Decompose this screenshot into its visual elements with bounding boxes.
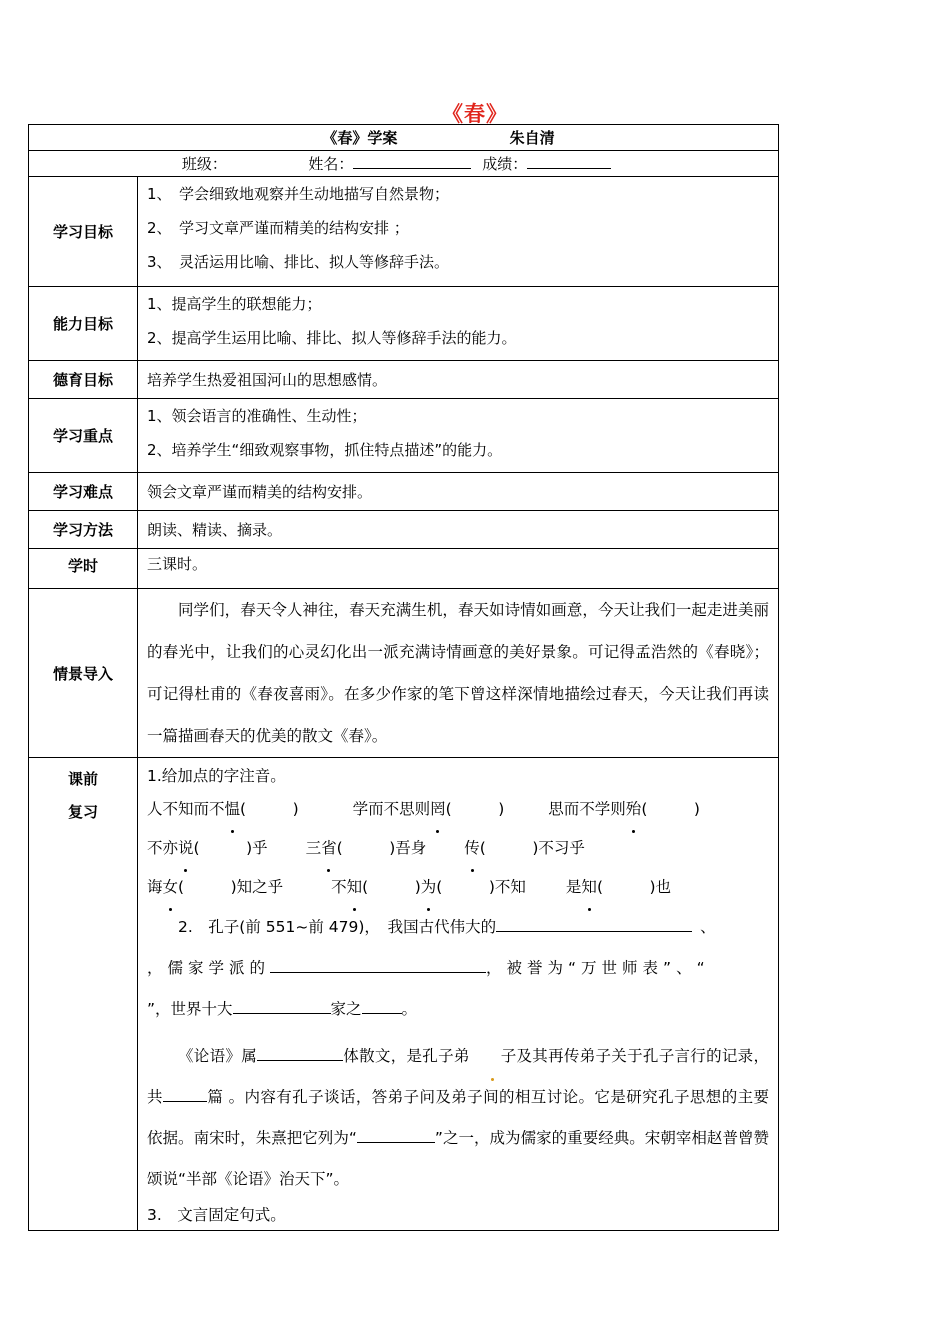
phrase-text: 不亦: [147, 839, 179, 857]
q1-title: 1.给加点的字注音。: [147, 767, 286, 785]
intro-label: 情景导入: [29, 589, 138, 758]
q2-text: 、: [700, 918, 716, 936]
name-field[interactable]: [353, 153, 471, 169]
pinyin-blank[interactable]: ( ): [362, 878, 421, 896]
goals-row: [29, 177, 779, 287]
pinyin-blank[interactable]: ( ): [240, 800, 299, 818]
pinyin-blank[interactable]: ( )知之乎: [178, 878, 284, 896]
focus-line: 2、培养学生“细致观察事物，抓住特点描述”的能力。: [147, 441, 503, 459]
dotted-char: 罔: [430, 790, 446, 829]
difficulty-label: 学习难点: [29, 473, 138, 511]
method-text: 朗读、精读、摘录。: [147, 520, 283, 539]
pinyin-blank[interactable]: ( )不习乎: [479, 839, 585, 857]
answer-blank[interactable]: [496, 916, 692, 932]
dotted-char: 为: [421, 868, 437, 907]
dotted-char: 省: [321, 829, 337, 868]
q2-text: 篇 。内容有孔子谈话，答弟子问及弟子间的相互讨论。它是研究孔子思想的主要依据。南宋时，朱熹把它列为“: [147, 1088, 770, 1147]
q2-text: 。: [401, 1000, 418, 1018]
q1-line-1: [147, 790, 769, 829]
pinyin-blank[interactable]: ( )也: [596, 878, 672, 896]
plan-title: 《春》学案: [322, 129, 398, 147]
score-label: 成绩：: [482, 155, 528, 173]
hours-row: [29, 549, 779, 589]
goal-line: 2、 学习文章严谨而精美的结构安排 ；: [147, 219, 409, 237]
answer-blank[interactable]: [163, 1086, 207, 1102]
review-row: [29, 758, 779, 1231]
ability-label: 能力目标: [29, 287, 138, 361]
q2-line-1: [147, 907, 769, 948]
answer-blank[interactable]: [362, 998, 402, 1014]
q2-text: 及其再传弟子关于孔子言行的记录，共: [147, 1047, 769, 1106]
phrase-text: 人不知而不: [147, 800, 225, 818]
ability-row: [29, 287, 779, 361]
q2-text: 家之: [330, 1000, 362, 1018]
dotted-char: 子: [470, 1036, 517, 1077]
q2-text: ”，世界十大: [147, 1000, 233, 1018]
name-label: 姓名：: [308, 155, 354, 173]
q1-line-3: [147, 868, 769, 907]
q3-text: 3. 文言固定句式。: [147, 1206, 286, 1224]
pinyin-blank[interactable]: ( )不知: [436, 878, 526, 896]
study-plan-table: [28, 124, 779, 1231]
goals-label: 学习目标: [29, 177, 138, 287]
pinyin-blank[interactable]: ( )吾身: [336, 839, 427, 857]
q2-line-2: [147, 948, 769, 989]
answer-blank[interactable]: [270, 957, 486, 973]
header-row: [29, 125, 779, 151]
phrase-text: 不: [331, 878, 347, 896]
q2-text: ，被誉为“万世师表”、“: [486, 959, 710, 977]
focus-line: 1、领会语言的准确性、生动性；: [147, 407, 367, 425]
hours-text: 三课时。: [147, 555, 208, 573]
dotted-char: 知: [581, 868, 597, 907]
dotted-char: 传: [464, 829, 480, 868]
hours-label: 学时: [29, 549, 138, 589]
dotted-char: 女: [163, 868, 179, 907]
phrase-text: 三: [305, 839, 322, 857]
class-label: 班级：: [181, 155, 227, 173]
phrase-text: 诲: [147, 878, 163, 896]
author-name: 朱自清: [509, 129, 555, 147]
moral-text: 培养学生热爱祖国河山的思想感情。: [147, 370, 388, 389]
method-label: 学习方法: [29, 511, 138, 549]
phrase-text: 是: [565, 878, 582, 896]
score-field[interactable]: [527, 153, 611, 169]
goal-line: 1、 学会细致地观察并生动地描写自然景物；: [147, 185, 450, 203]
review-label-2: 复习: [67, 803, 98, 821]
q2-text: 体散文，是孔子弟: [343, 1047, 470, 1065]
pinyin-blank[interactable]: ( ): [445, 800, 505, 818]
q2-text: ”之一，成为儒家的重要经典。宋朝宰相赵普曾赞颂说“半部《论语》治天下”。: [147, 1129, 770, 1188]
dotted-char: 愠: [225, 790, 241, 829]
moral-row: [29, 361, 779, 399]
dotted-char: 知: [347, 868, 363, 907]
difficulty-row: [29, 473, 779, 511]
lunyu-paragraph: [147, 1036, 769, 1200]
answer-blank[interactable]: [357, 1127, 435, 1143]
ability-line: 1、提高学生的联想能力；: [147, 295, 322, 313]
q1-line-2: [147, 829, 769, 868]
dotted-char: 殆: [626, 790, 642, 829]
pinyin-blank[interactable]: ( ): [641, 800, 700, 818]
dotted-char: 说: [178, 829, 194, 868]
pinyin-blank[interactable]: ( )乎: [193, 839, 268, 857]
ability-line: 2、提高学生运用比喻、排比、拟人等修辞手法的能力。: [147, 329, 517, 347]
review-label-1: 课前: [67, 770, 98, 788]
phrase-text: 学而不思则: [352, 800, 431, 818]
q2-line-3: [147, 989, 769, 1030]
difficulty-text: 领会文章严谨而精美的结构安排。: [147, 482, 373, 501]
intro-text: 同学们，春天令人神往，春天充满生机，春天如诗情如画意，今天让我们一起走进美丽的春光中，让我们的心灵幻化出一派充满诗情画意的美好景象。可记得孟浩然的《春晓》；可记得杜甫的《春夜喜雨》。在多少作家的笔下曾这样深情地描绘过春天，今天让我们再读一篇描画春天的优美的散文《春》。: [147, 601, 770, 745]
moral-label: 德育目标: [29, 361, 138, 399]
answer-blank[interactable]: [233, 998, 331, 1014]
q2-text: 《论语》属: [178, 1047, 257, 1065]
goal-line: 3、 灵活运用比喻、排比、拟人等修辞手法。: [147, 253, 450, 271]
method-row: [29, 511, 779, 549]
intro-row: [29, 589, 779, 758]
focus-row: [29, 399, 779, 473]
q2-text: ，儒家学派的: [147, 959, 271, 977]
q2-text: 2. 孔子(前 551~前 479)， 我国古代伟大的: [178, 918, 497, 936]
document-title: 《春》: [442, 102, 508, 126]
phrase-text: 思而不学则: [548, 800, 626, 818]
focus-label: 学习重点: [29, 399, 138, 473]
answer-blank[interactable]: [257, 1045, 343, 1061]
info-row: [29, 151, 779, 177]
